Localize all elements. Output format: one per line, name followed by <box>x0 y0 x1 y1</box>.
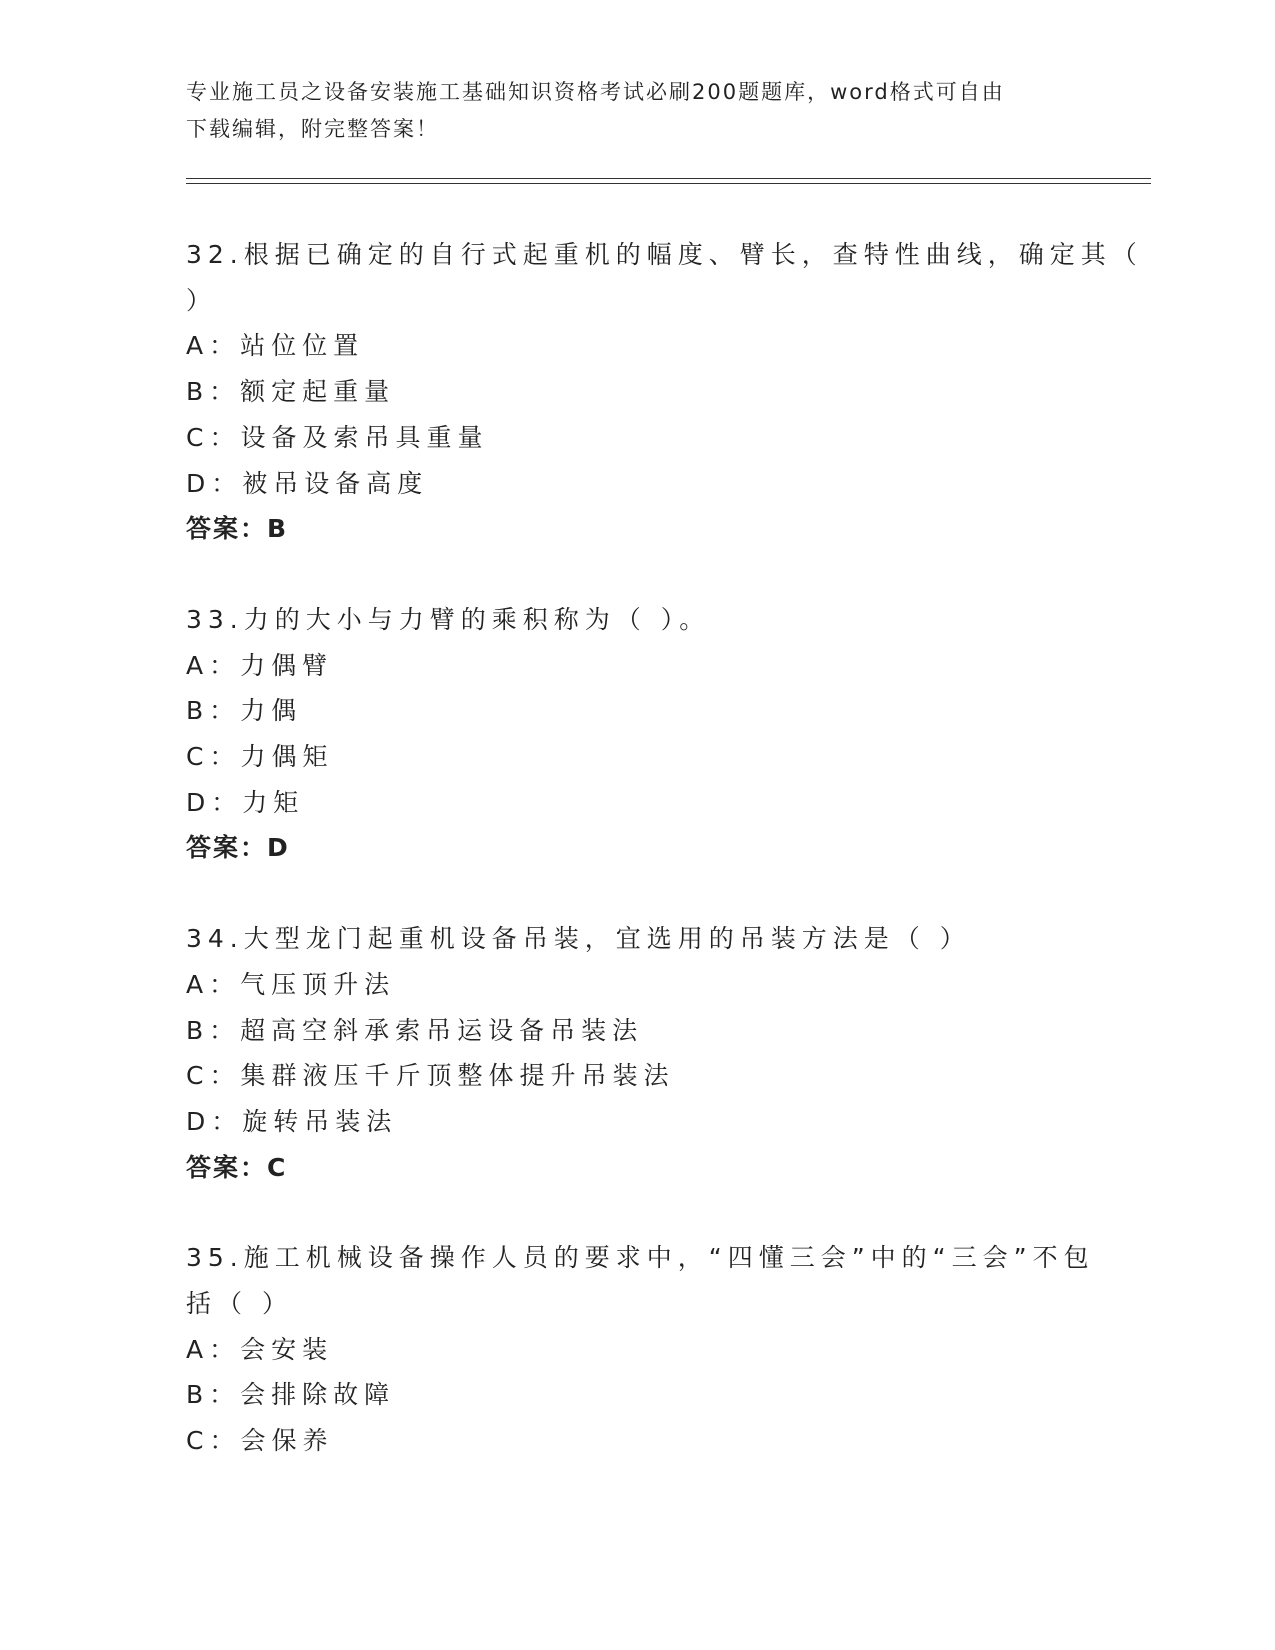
header-line-1: 专业施工员之设备安装施工基础知识资格考试必刷200题题库，word格式可自由 <box>186 80 1005 104</box>
question-text <box>186 232 1143 323</box>
option-d: D：力矩 <box>186 787 305 817</box>
question-35 <box>186 1235 1095 1464</box>
option-b: B：额定起重量 <box>186 377 396 407</box>
option-c: C：会保养 <box>186 1426 334 1456</box>
question-text <box>186 916 1086 962</box>
question-text <box>186 597 1086 643</box>
question-33 <box>186 597 1086 871</box>
answer: 答案：B <box>186 514 289 544</box>
option-d: D：旋转吊装法 <box>186 1106 398 1136</box>
question-text-line: 35.施工机械设备操作人员的要求中，“四懂三会”中的“三会”不包 <box>186 1243 1095 1273</box>
question-text-line: ） <box>186 285 218 315</box>
option-d: D：被吊设备高度 <box>186 468 429 498</box>
option-b: B：会排除故障 <box>186 1380 396 1410</box>
option-a: A：力偶臂 <box>186 650 334 680</box>
option-b: B：力偶 <box>186 696 303 726</box>
header-line-2: 下载编辑，附完整答案！ <box>186 117 439 141</box>
question-text <box>186 1235 1095 1326</box>
question-list <box>186 232 1143 1509</box>
option-b: B：超高空斜承索吊运设备吊装法 <box>186 1015 644 1045</box>
option-a: A：会安装 <box>186 1334 334 1364</box>
answer: 答案：D <box>186 833 290 863</box>
header-divider-bottom <box>186 183 1151 184</box>
question-text-line: 33.力的大小与力臂的乘积称为（ ）。 <box>186 604 711 634</box>
option-c: C：力偶矩 <box>186 742 334 772</box>
answer: 答案：C <box>186 1152 288 1182</box>
question-text-line: 34.大型龙门起重机设备吊装，宜选用的吊装方法是（ ） <box>186 924 971 954</box>
option-a: A：站位位置 <box>186 331 365 361</box>
question-text-line: 32.根据已确定的自行式起重机的幅度、臂长，查特性曲线，确定其（ <box>186 240 1143 269</box>
question-34 <box>186 916 1086 1190</box>
document-header <box>186 74 1066 148</box>
option-a: A：气压顶升法 <box>186 969 396 999</box>
option-c: C：集群液压千斤顶整体提升吊装法 <box>186 1061 675 1091</box>
option-c: C：设备及索吊具重量 <box>186 422 489 452</box>
header-divider-top <box>186 178 1151 179</box>
question-text-line: 括（ ） <box>186 1289 293 1319</box>
question-32 <box>186 232 1143 552</box>
